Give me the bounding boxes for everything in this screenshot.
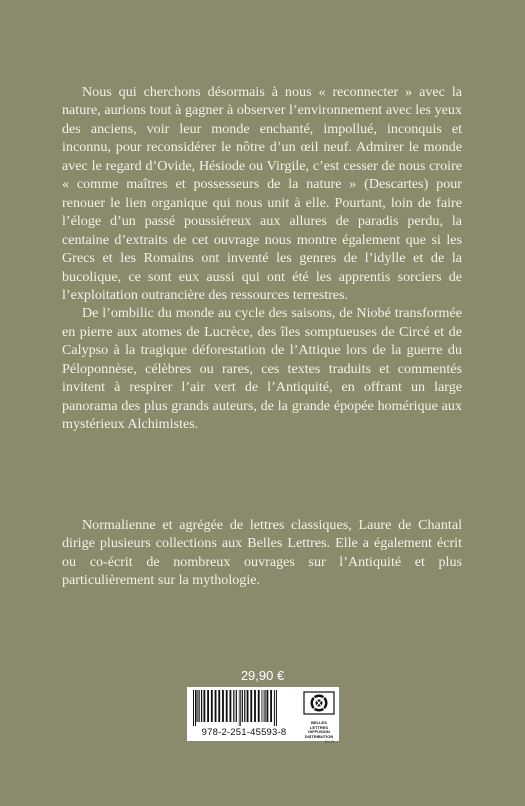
author-bio [62, 516, 462, 590]
barcode-bar [198, 690, 199, 722]
barcode-bar [229, 690, 231, 722]
logo-line-3: DISTRIBUTION [304, 733, 334, 739]
barcode-bar [233, 690, 234, 722]
publisher-logo-text [303, 721, 335, 739]
barcode-bar [266, 690, 268, 722]
barcode-bar [262, 690, 263, 722]
barcode-bar [254, 690, 256, 722]
barcode-bar [207, 690, 209, 722]
barcode-bar [250, 690, 252, 722]
barcode-bar [193, 690, 194, 726]
barcode-bar [265, 690, 266, 722]
back-cover-blurb [62, 83, 462, 434]
barcode-bar [195, 690, 196, 726]
blurb-paragraph-2: De l’ombilic du monde au cycle des saisons, de Niobé transformée en pierre aux atomes de Lucrèce, des îles somptueuses de Circé et de Calypso à la tragique déforestation de l’Attique lors de la guerre du Péloponnèse, célèbres ou rares, ces textes traduits et commentés invitent à respirer l’air vert de l’Antiquité, en offrant un large panorama des plus grands auteurs, de la grande épopée homérique aux mystérieux Alchimistes. [62, 305, 462, 433]
barcode-bar [276, 690, 277, 726]
barcode-bar [264, 690, 265, 722]
barcode-bar [263, 690, 264, 722]
author-bio-text: Normalienne et agrégée de lettres classiques, Laure de Chantal dirige plusieurs collections aux Belles Lettres. Elle a également écrit ou co-écrit de nombreux ouvrages sur l’Antiquité et plus particulièrement sur la mythologie. [62, 517, 462, 589]
barcode-bar [222, 690, 224, 722]
barcode-bar [197, 690, 198, 722]
logo-line-2: DIFFUSION [308, 729, 330, 734]
barcode-bar [218, 690, 220, 722]
blurb-paragraph-1: Nous qui cherchons désormais à nous « reconnecter » avec la nature, aurions tout à gagner à observer l’environnement avec les yeux des anciens, voir leur monde enchanté, impollué, inconquis et inconnu, pour reconsidérer le nôtre d’un œil neuf. Admirer le monde avec le regard d’Ovide, Hésiode ou Virgile, c’est cesser de nous croire « comme maîtres et possesseurs de la nature » (Descartes) pour renouer le lien organique qui nous unit à elle. Pourtant, loin de faire l’éloge d’un passé poussiéreux aux allures de paradis perdu, la centaine d’extraits de cet ouvrage nous montre également que si les Grecs et les Romains ont inventé les genres de l’idylle et de la bucolique, ce sont eux aussi qui ont été les apprentis sorciers de l’exploitation outrancière des ressources terrestres. [62, 84, 462, 303]
isbn-number: 978-2-251-45593-8 [201, 727, 287, 738]
barcode-bar [215, 690, 217, 722]
barcode-bar [242, 690, 243, 722]
barcode-bar [211, 690, 213, 722]
barcode-bar [258, 690, 260, 722]
barcode-bar [203, 690, 205, 722]
barcode-bar [201, 690, 202, 722]
barcode-bar [270, 690, 272, 722]
barcode-bar [247, 690, 249, 722]
isbn-barcode [191, 690, 299, 726]
price-label: 29,90 € [240, 668, 285, 683]
barcode-bar [244, 690, 245, 722]
logo-line-1: BELLES LETTRES [309, 720, 329, 730]
barcode-bar [196, 690, 197, 722]
barcode-bar [236, 690, 237, 722]
logo-code: B.L.D. [325, 740, 335, 744]
barcode-panel [187, 687, 339, 744]
barcode-bar [240, 690, 241, 726]
barcode-bar [274, 690, 275, 726]
barcode-bar [226, 690, 228, 722]
barcode-bar [239, 690, 240, 726]
publisher-emblem-icon [303, 691, 335, 715]
publisher-logo [303, 691, 335, 744]
